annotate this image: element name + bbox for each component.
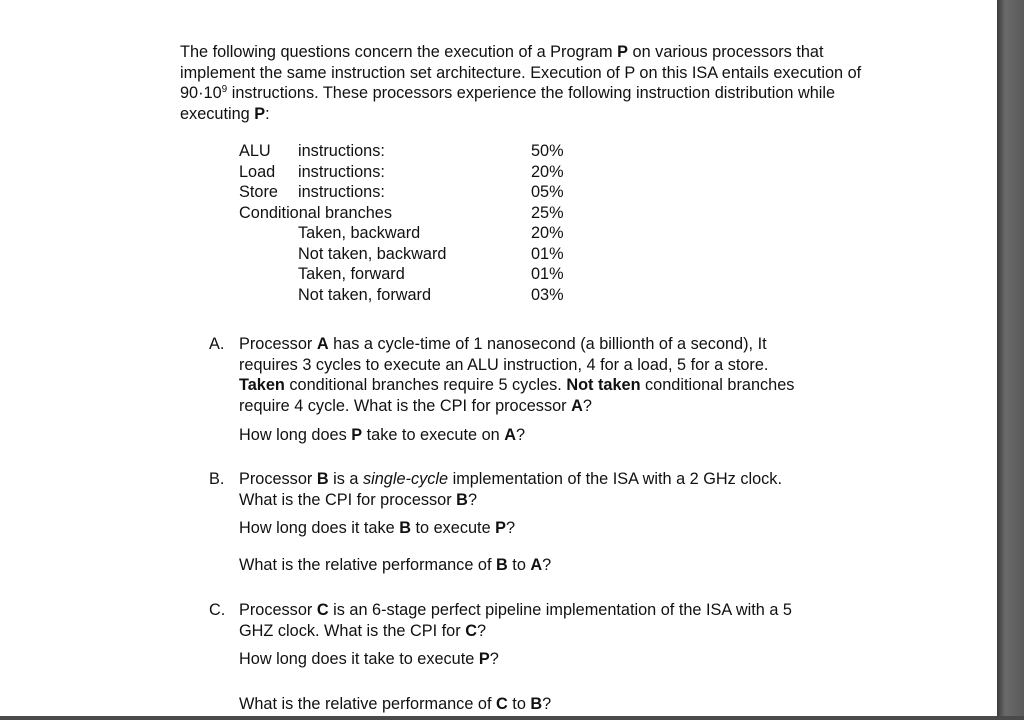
question-a-line-1: Processor A has a cycle-time of 1 nanosecond (a billionth of a second), It [239, 335, 767, 353]
dist-value: 25% [531, 203, 564, 222]
question-b-line-2: What is the CPI for processor B? [239, 490, 477, 509]
dist-value: 20% [531, 162, 564, 181]
dist-label: ALU [239, 142, 271, 160]
question-letter: B. [209, 470, 225, 488]
dist-label: instructions: [298, 183, 385, 201]
intro-text-3: instructions. These processors experience the following instruction distribution while executing [180, 84, 836, 123]
dist-value: 01% [531, 244, 564, 263]
intro-text-4: : [265, 104, 270, 123]
question-c-subquestion-1: How long does it take to execute P? [239, 650, 499, 668]
question-letter: A. [209, 335, 225, 353]
dist-label: instructions: [298, 162, 385, 181]
question-b-subquestion-1: How long does it take B to execute P? [239, 519, 516, 537]
question-letter: C. [209, 601, 226, 619]
question-c-subquestion-2: What is the relative performance of C to B? [239, 694, 552, 713]
dist-sublabel: Taken, forward [298, 265, 405, 283]
dist-value: 50% [531, 142, 564, 160]
dist-label: Conditional branches [239, 203, 392, 222]
dist-sublabel: Not taken, backward [298, 244, 447, 263]
dist-label: Load [239, 162, 276, 181]
question-a-line-3: Taken conditional branches require 5 cycles. Not taken conditional branches [239, 376, 795, 394]
viewer-scroll-edge [997, 0, 1024, 720]
question-a-line-4: require 4 cycle. What is the CPI for processor A? [239, 396, 592, 415]
question-a-subquestion: How long does P take to execute on A? [239, 426, 526, 444]
question-b-subquestion-2: What is the relative performance of B to A? [239, 556, 552, 574]
dist-label: Store [239, 183, 278, 201]
question-c-line-1: Processor C is an 6-stage perfect pipeline implementation of the ISA with a 5 [239, 601, 792, 619]
intro-text-2: on various processors that implement the same instruction set architecture. Execution of P on this ISA entails execution of 90·10 [180, 43, 862, 103]
intro-text-1: The following questions concern the execution of a Program [180, 43, 618, 61]
program-name: P [617, 43, 629, 61]
dist-value: 03% [531, 285, 564, 304]
dist-sublabel: Not taken, forward [298, 285, 432, 304]
dist-label: instructions: [298, 142, 385, 160]
question-c-line-2: GHZ clock. What is the CPI for C? [239, 621, 487, 640]
viewer-bottom-edge [0, 716, 1024, 720]
exponent: 9 [221, 84, 228, 96]
dist-sublabel: Taken, backward [298, 224, 421, 242]
dist-value: 05% [531, 183, 564, 201]
intro-paragraph [180, 42, 880, 124]
question-b-line-1: Processor B is a single-cycle implementation of the ISA with a 2 GHz clock. [239, 470, 782, 488]
question-a-line-2: requires 3 cycles to execute an ALU instruction, 4 for a load, 5 for a store. [239, 355, 769, 374]
dist-value: 01% [531, 265, 564, 283]
program-name-2: P [254, 104, 266, 123]
dist-value: 20% [531, 224, 564, 242]
